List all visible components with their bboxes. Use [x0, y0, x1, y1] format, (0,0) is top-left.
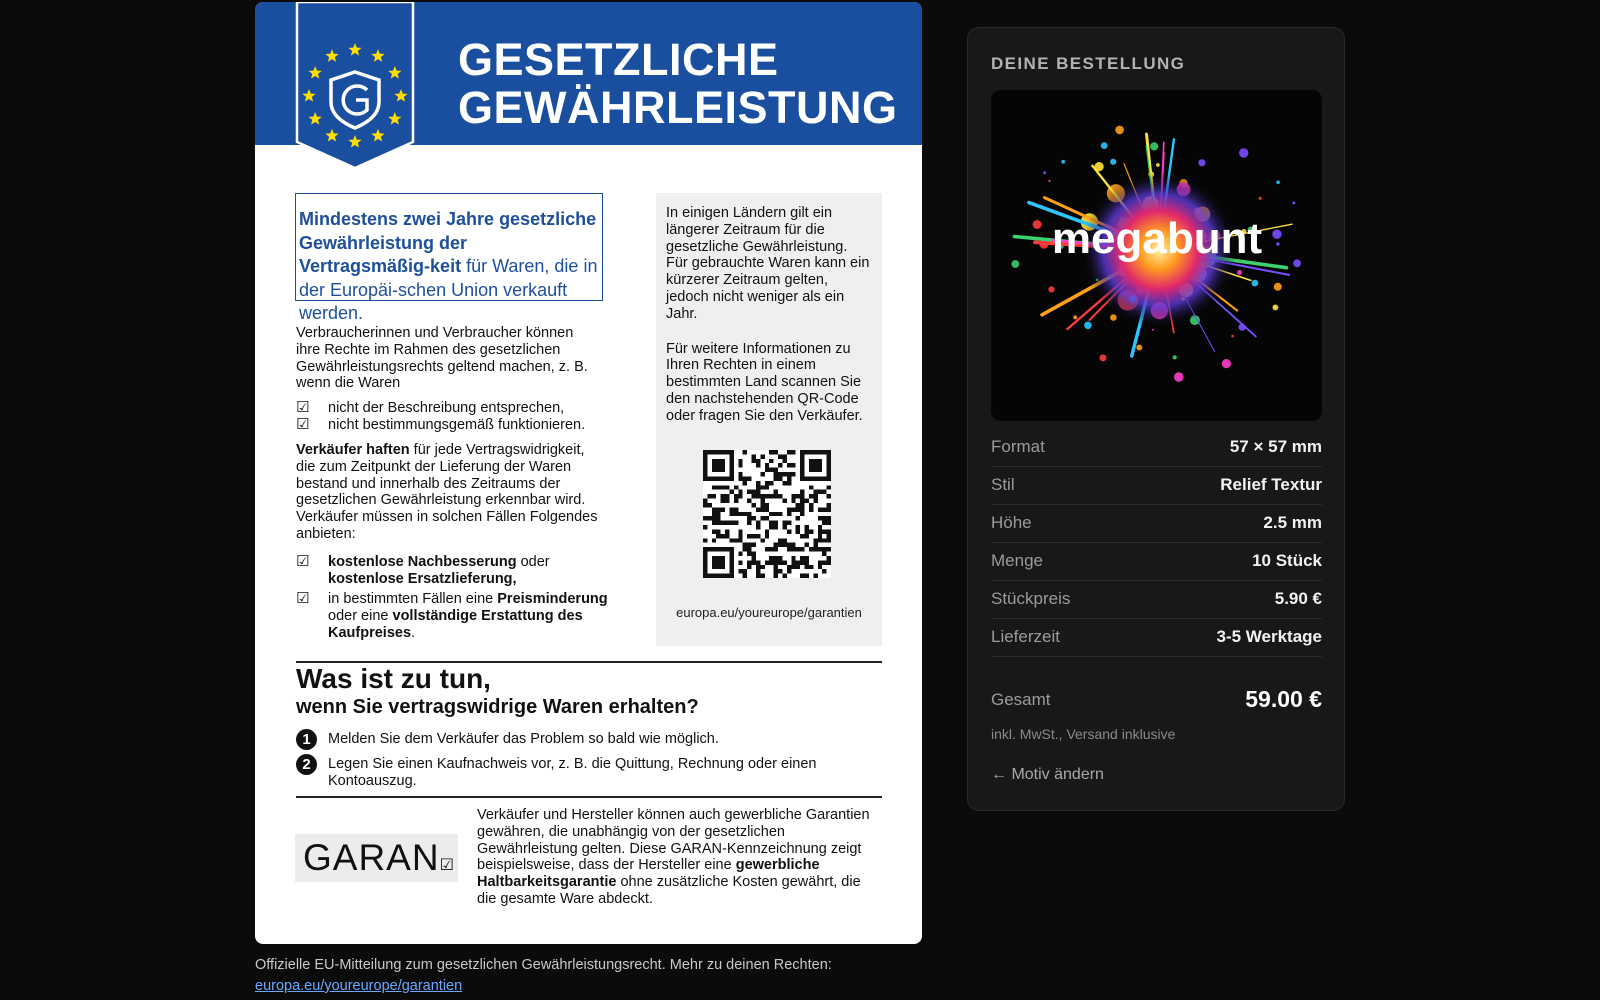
remedy-replacement: kostenlose Ersatzlieferung, [328, 570, 517, 587]
spec-value: Relief Textur [1220, 475, 1322, 494]
rights-item [296, 417, 618, 434]
todo-subtitle: wenn Sie vertragswidrige Waren erhalten? [296, 696, 699, 718]
footer-note [255, 955, 832, 997]
step-number: 2 [296, 754, 317, 775]
rights-intro: Verbraucherinnen und Verbraucher können ihre Rechte im Rahmen des gesetzlichen Gewährleistungsrechts geltend machen, z. B. wenn die Waren [296, 325, 588, 392]
step-item [296, 754, 848, 790]
step-number: 1 [296, 729, 317, 750]
checkmark-icon: ☑ [296, 416, 310, 433]
total-value: 59.00 € [1245, 686, 1322, 712]
qr-link-text: europa.eu/youreurope/garantien [676, 605, 862, 620]
eu-warranty-shield-icon [295, 2, 415, 170]
info-longer-period: In einigen Ländern gilt ein längerer Zeitraum für die gesetzliche Gewährleistung. Für gebrauchte Waren kann ein kürzerer Zeitraum gelten, jedoch nicht weniger als ein Jahr. [666, 205, 870, 322]
seller-liability-rest: für jede Vertragswidrigkeit, die zum Zeitpunkt der Lieferung der Waren bestand und innerhalb des Zeitraums der gesetzlichen Gewährleistung erkennbar wird. Verkäufer müssen in solchen Fällen Folgendes anbieten: [296, 442, 598, 542]
total-row [991, 686, 1322, 713]
remedy-refund: vollständige Erstattung des Kaufpreises [328, 607, 583, 641]
seller-liability-bold: Verkäufer haften [296, 442, 410, 458]
spec-label: Menge [991, 551, 1043, 570]
footer-rights-link[interactable]: europa.eu/youreurope/garantien [255, 978, 463, 994]
notice-title [458, 36, 898, 132]
notice-title-line2: GEWÄHRLEISTUNG [458, 82, 898, 133]
highlight-bold-text: Mindestens zwei Jahre gesetzliche Gewährleistung der Vertragsmäßig-keit [299, 209, 597, 276]
product-preview-image [991, 90, 1322, 421]
info-qr-hint: Für weitere Informationen zu Ihren Rechten in einem bestimmten Land scannen Sie den nachstehenden QR-Code oder fragen Sie den Verkäufer. [666, 340, 863, 424]
total-label: Gesamt [991, 689, 1051, 709]
spec-value: 3-5 Werktage [1216, 627, 1322, 646]
spec-row-quantity [991, 542, 1322, 581]
remedy-item [296, 554, 618, 588]
spec-value: 5.90 € [1274, 589, 1322, 608]
spec-label: Format [991, 437, 1045, 456]
spec-value: 57 × 57 mm [1229, 437, 1322, 456]
remedy-pre: in bestimmten Fällen eine [328, 591, 498, 607]
remedy-repair: kostenlose Nachbesserung [328, 554, 517, 570]
spec-row-height [991, 504, 1322, 543]
checkmark-icon: ☑ [439, 857, 455, 874]
order-title: DEINE BESTELLUNG [991, 54, 1186, 73]
spec-row-style [991, 466, 1322, 505]
order-summary-panel [967, 27, 1345, 811]
garan-text-pre: Verkäufer und Hersteller können auch gewerbliche Garantien gewähren, die unabhängig von der gesetzlichen Gewährleistung gelten. Diese GARAN-Kennzeichnung zeigt beispielsweise, dass der Hersteller eine [477, 807, 870, 874]
change-motif-link[interactable]: ← Motiv ändern [991, 766, 1104, 783]
total-note: inkl. MwSt., Versand inklusive [991, 726, 1176, 742]
two-year-highlight-box [295, 193, 603, 323]
spec-value: 10 Stück [1252, 551, 1322, 570]
spec-row-delivery [991, 618, 1322, 657]
remedy-item [296, 591, 618, 641]
info-box [656, 193, 882, 646]
garan-text-post: ohne zusätzliche Kosten gewährt, die die gesamte Ware abdeckt. [477, 874, 861, 907]
remedy-or: oder eine [328, 607, 393, 624]
product-motif-text: megabunt [1051, 214, 1263, 263]
spec-value: 2.5 mm [1263, 513, 1322, 532]
garan-logo-text: GARAN [303, 837, 440, 878]
garan-logo [295, 834, 458, 882]
spec-label: Lieferzeit [991, 627, 1060, 646]
warranty-notice [255, 2, 922, 944]
step-item [296, 729, 868, 750]
qr-code-icon[interactable] [703, 450, 831, 578]
spec-label: Stil [991, 475, 1015, 494]
seller-liability-text [296, 442, 606, 543]
rights-item-text: nicht bestimmungsgemäß funktionieren. [328, 417, 586, 433]
todo-title: Was ist zu tun, [296, 663, 491, 694]
spec-row-unit-price [991, 580, 1322, 619]
step-text: Legen Sie einen Kaufnachweis vor, z. B. die Quittung, Rechnung oder einen Kontoauszug. [328, 756, 817, 789]
step-text: Melden Sie dem Verkäufer das Problem so bald wie möglich. [328, 731, 719, 747]
divider [296, 796, 882, 798]
rights-item-text: nicht der Beschreibung entsprechen, [328, 400, 565, 416]
spec-label: Höhe [991, 513, 1032, 532]
remedy-or: oder [516, 554, 550, 570]
remedy-end: . [411, 624, 416, 641]
checkmark-icon: ☑ [296, 590, 310, 607]
garan-text-bold: gewerbliche Haltbarkeitsgarantie [477, 857, 820, 891]
notice-title-line1: GESETZLICHE [458, 34, 779, 85]
paint-splash-image [991, 90, 1322, 421]
checkmark-icon: ☑ [296, 399, 310, 416]
footer-text: Offizielle EU-Mitteilung zum gesetzlichen Gewährleistungsrecht. Mehr zu deinen Rechten: [255, 957, 832, 973]
checkmark-icon: ☑ [296, 553, 310, 570]
spec-row-format [991, 428, 1322, 467]
remedy-price-reduction: Preisminderung [497, 591, 608, 607]
spec-label: Stückpreis [991, 589, 1071, 608]
highlight-rest-text: für Waren, die in der Europäi-schen Union verkauft werden. [299, 256, 598, 323]
rights-item [296, 400, 618, 417]
garan-description [477, 807, 882, 908]
